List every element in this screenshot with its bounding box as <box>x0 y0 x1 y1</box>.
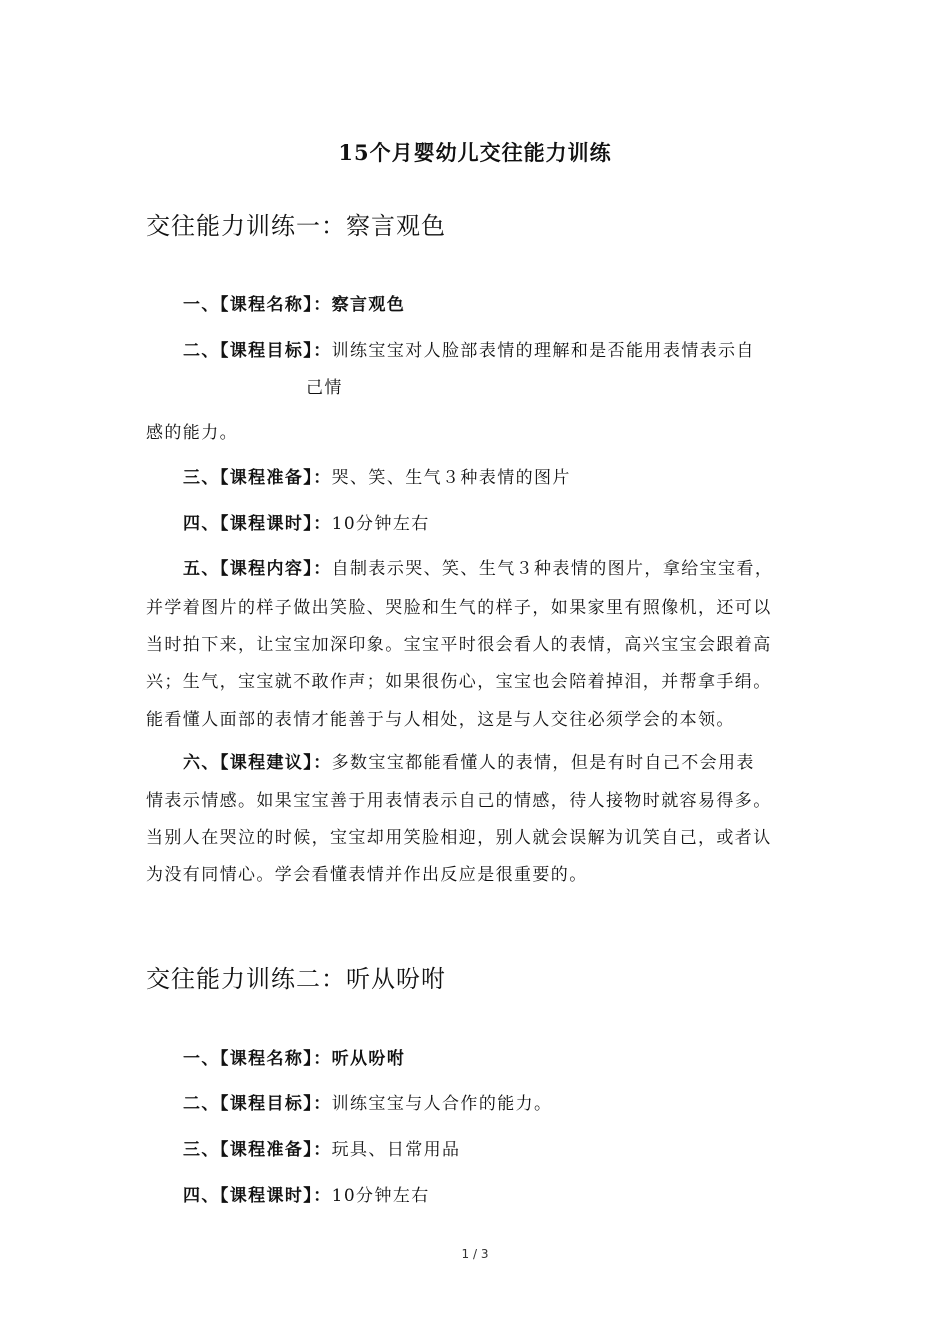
s2-course-prep <box>183 1135 460 1160</box>
item-value: 玩具、日常用品 <box>331 1140 461 1160</box>
s1-content-line: 并学着图片的样子做出笑脸、哭脸和生气的样子，如果家里有照像机，还可以 <box>146 598 772 618</box>
item-number: 三、 <box>183 1140 220 1160</box>
item-value: 哭、笑、生气３种表情的图片 <box>331 468 571 488</box>
item-label: 【课程课时】： <box>219 514 332 534</box>
s2-course-name <box>183 1044 405 1069</box>
s1-course-time <box>183 509 430 534</box>
item-label: 【课程建议】： <box>219 753 332 773</box>
s1-course-goal-wrap: 己情 <box>306 378 343 398</box>
s1-course-advice <box>183 748 755 773</box>
item-label: 【课程准备】： <box>219 1140 332 1160</box>
s1-course-goal <box>183 336 755 361</box>
item-number: 二、 <box>183 1094 220 1114</box>
s1-content-line: 能看懂人面部的表情才能善于与人相处，这是与人交往必须学会的本领。 <box>146 710 735 730</box>
item-number: 四、 <box>183 514 220 534</box>
s1-course-content <box>183 554 773 579</box>
s1-course-name <box>183 290 405 315</box>
item-number: 四、 <box>183 1186 220 1206</box>
item-value: 多数宝宝都能看懂人的表情，但是有时自己不会用表 <box>331 753 755 773</box>
item-label: 【课程课时】： <box>219 1186 332 1206</box>
item-label: 【课程名称】： <box>219 1049 332 1069</box>
s1-advice-line: 当别人在哭泣的时候，宝宝却用笑脸相迎，别人就会误解为讥笑自己，或者认 <box>146 828 772 848</box>
section-heading-2: 交往能力训练二：听从吩咐 <box>146 965 446 993</box>
item-value: 训练宝宝与人合作的能力。 <box>331 1094 553 1114</box>
item-number: 二、 <box>183 341 220 361</box>
item-number: 五、 <box>183 559 220 579</box>
s1-course-goal-cont: 感的能力。 <box>146 423 238 443</box>
page-number: 1 / 3 <box>461 1247 489 1261</box>
s1-course-prep <box>183 463 571 488</box>
item-number: 一、 <box>183 295 220 315</box>
item-value: 10分钟左右 <box>331 514 430 534</box>
item-label: 【课程目标】： <box>219 341 332 361</box>
item-label: 【课程内容】： <box>219 559 332 579</box>
s1-content-line: 当时拍下来，让宝宝加深印象。宝宝平时很会看人的表情，高兴宝宝会跟着高 <box>146 635 772 655</box>
item-number: 三、 <box>183 468 220 488</box>
item-label: 【课程目标】： <box>219 1094 332 1114</box>
item-value: 察言观色 <box>331 295 406 315</box>
item-value: 训练宝宝对人脸部表情的理解和是否能用表情表示自 <box>331 341 755 361</box>
s1-advice-line: 为没有同情心。学会看懂表情并作出反应是很重要的。 <box>146 865 588 885</box>
s1-content-line: 兴；生气，宝宝就不敢作声；如果很伤心，宝宝也会陪着掉泪，并帮拿手绢。 <box>146 672 772 692</box>
item-value: 听从吩咐 <box>331 1049 406 1069</box>
s1-advice-line: 情表示情感。如果宝宝善于用表情表示自己的情感，待人接物时就容易得多。 <box>146 791 772 811</box>
item-value: 10分钟左右 <box>331 1186 430 1206</box>
document-title: 15个月婴幼儿交往能力训练 <box>338 140 612 165</box>
item-number: 一、 <box>183 1049 220 1069</box>
s2-course-time <box>183 1181 430 1206</box>
section-heading-1: 交往能力训练一：察言观色 <box>146 212 446 240</box>
item-label: 【课程名称】： <box>219 295 332 315</box>
item-number: 六、 <box>183 753 220 773</box>
item-value: 自制表示哭、笑、生气３种表情的图片，拿给宝宝看， <box>331 559 774 579</box>
s2-course-goal <box>183 1089 552 1114</box>
item-label: 【课程准备】： <box>219 468 332 488</box>
